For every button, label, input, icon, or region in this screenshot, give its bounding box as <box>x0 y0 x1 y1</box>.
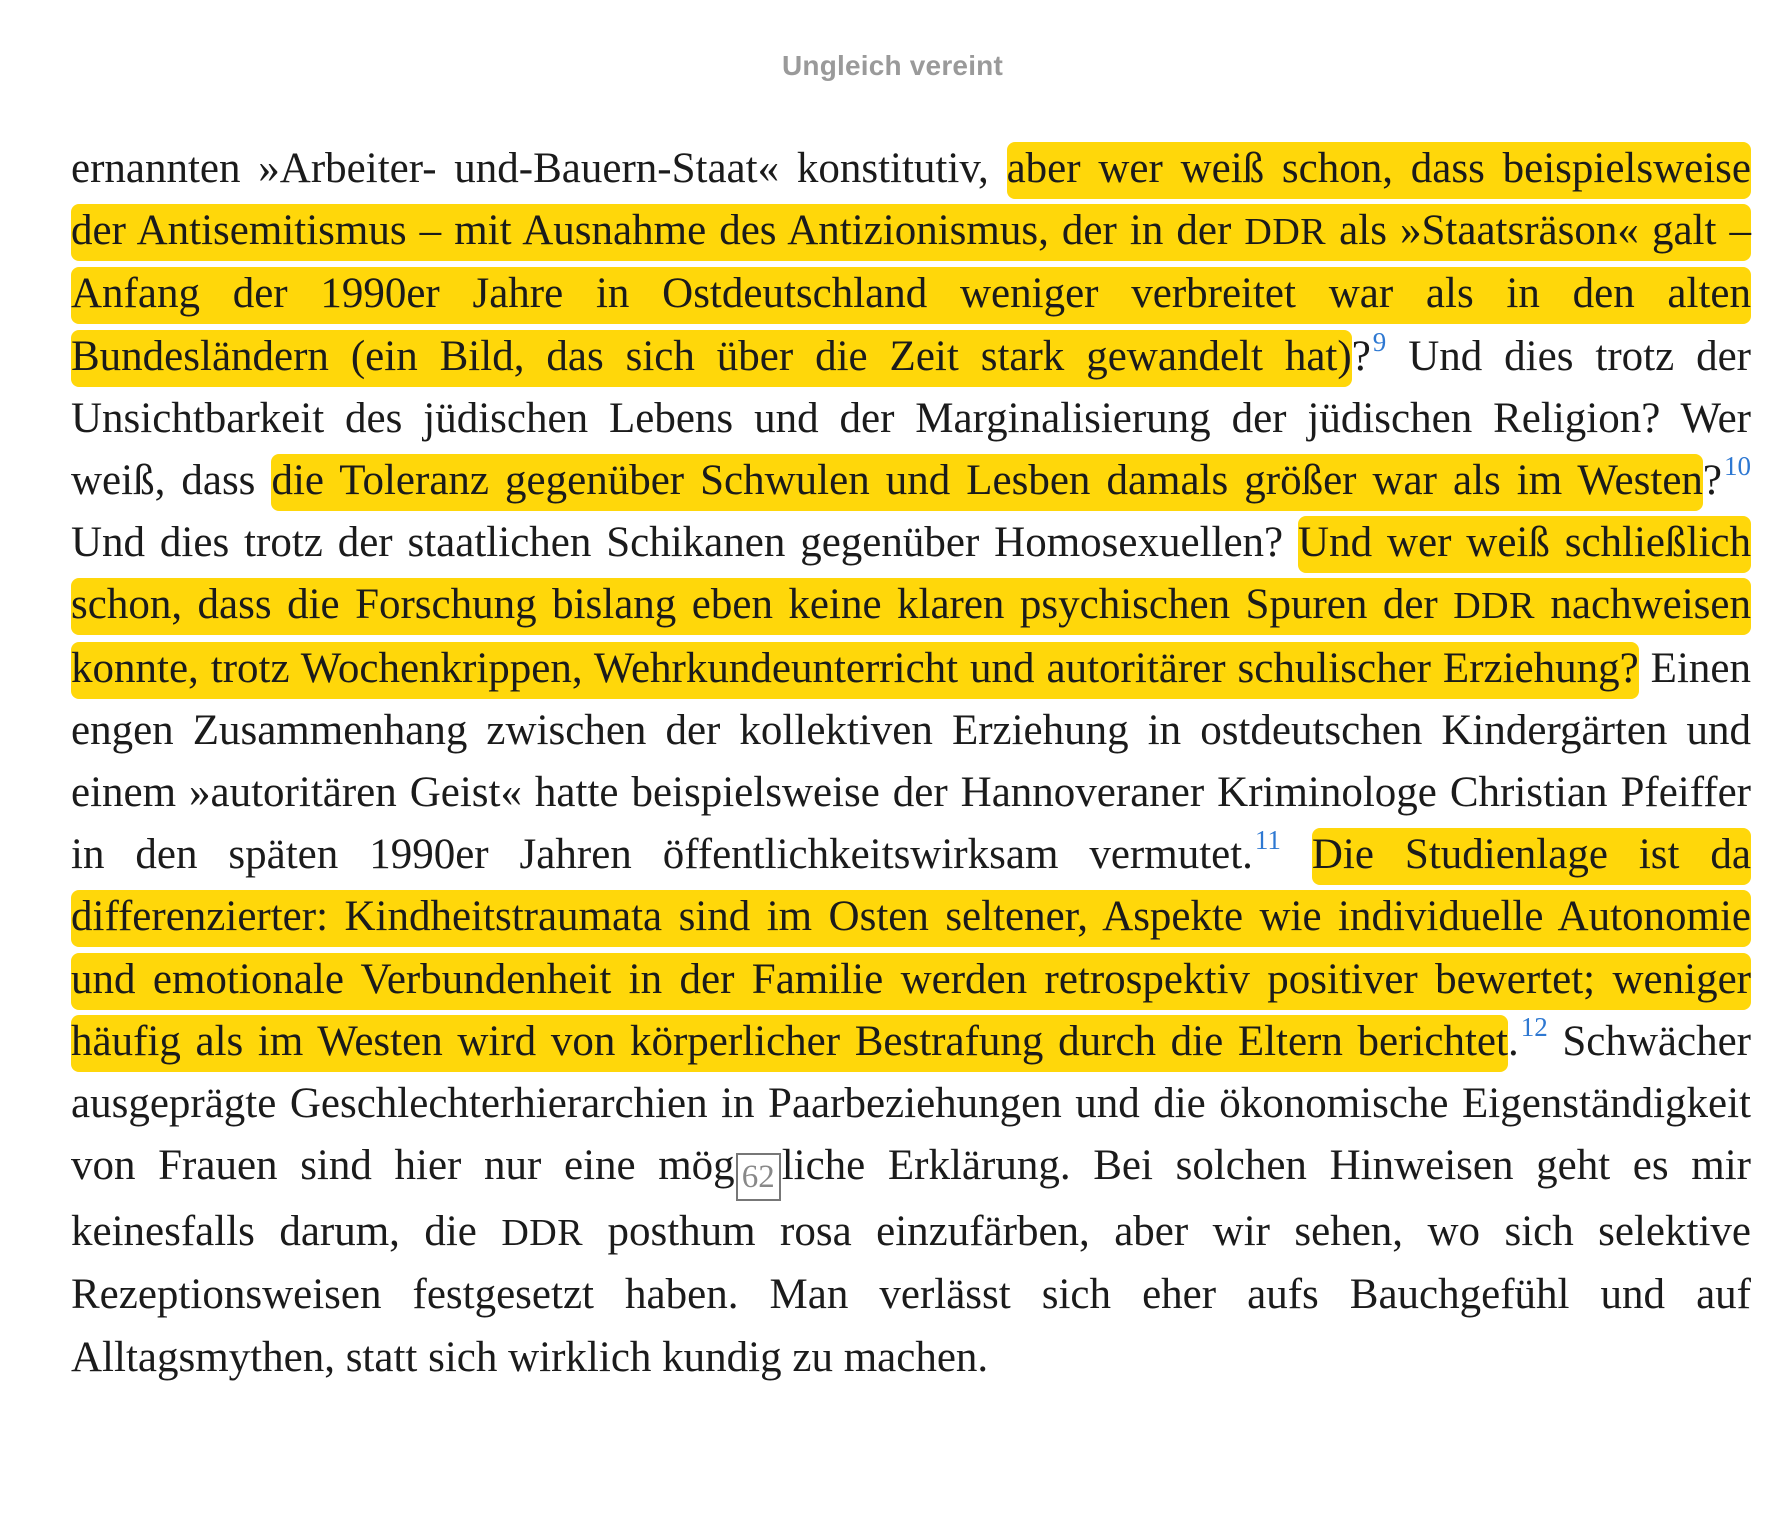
highlight-text: nachweisen konnte, trotz Wochenkrippen, Wehrkundeunterricht und autoritärer schulischer Erziehung? <box>71 581 1751 692</box>
text-run <box>1281 831 1312 878</box>
abbreviation-ddr: DDR <box>501 1212 584 1255</box>
footnote-link-12[interactable]: 12 <box>1520 1011 1548 1042</box>
print-page-number-marker: 62 <box>736 1153 781 1201</box>
book-title: Ungleich vereint <box>781 50 1004 81</box>
text-run: ? <box>1702 457 1722 505</box>
footnote-link-11[interactable]: 11 <box>1254 825 1281 856</box>
highlight-text: aber wer weiß schon, dass beispielsweise der Antisemitismus – mit Ausnahme des Antizionismus, der in der <box>71 145 1751 255</box>
reading-pane[interactable] <box>71 138 1751 1389</box>
footnote-link-10[interactable]: 10 <box>1724 451 1751 482</box>
text-run: Und dies trotz der Unsichtbarkeit des jüdischen Lebens und der Marginalisierung der jüdischen Religion? Wer weiß, dass <box>71 332 1751 505</box>
text-run: . <box>1507 1017 1519 1065</box>
abbreviation-ddr: DDR <box>1244 211 1327 254</box>
text-run: Schwächer ausgeprägte Geschlechterhierarchien in Paarbeziehungen und die ökonomische Eigenständigkeit von Frauen sind hier nur eine mög <box>71 1017 1751 1190</box>
text-run: ernannten »Arbeiter- und-Bauern-Staat« konstitutiv, <box>71 145 1007 192</box>
text-run: Und dies trotz der staatlichen Schikanen gegenüber Homosexuellen? <box>71 519 1299 567</box>
highlight-2[interactable]: die Toleranz gegenüber Schwulen und Lesben damals größer war als im Westen <box>271 454 1702 511</box>
highlight-text: Und wer weiß schließlich schon, dass die Forschung bislang eben keine klaren psychischen Spuren der <box>71 519 1751 629</box>
paragraph <box>71 138 1751 1389</box>
highlight-text: als »Staatsräson« galt – Anfang der 1990er Jahre in Ostdeutschland weniger verbreitet war als in den alten Bundesländern (ein Bild, das sich über die Zeit stark gewandelt hat) <box>71 207 1751 380</box>
text-run: Einen engen Zusammenhang zwischen der kollektiven Erziehung in ostdeutschen Kindergärten und einem »autoritären Geist« hatte beispielsweise der Hannoveraner Kriminologe Christian Pfeiffer in den späten 1990er Jahren öffentlichkeitswirksam vermutet. <box>71 644 1751 879</box>
text-run: ? <box>1351 332 1371 380</box>
highlight-4[interactable]: Die Studienlage ist da differenzierter: Kindheitstraumata sind im Osten seltener, Aspekte wie individuelle Autonomie und emotionale Verbundenheit in der Familie werden retrospektiv positiver bewertet; weniger häufig als im Westen wird von körperlicher Bestrafung durch die Eltern berichtet <box>71 828 1751 1072</box>
text-run: posthum rosa einzufärben, aber wir sehen, wo sich selektive Rezeptionsweisen festgesetzt haben. Man verlässt sich eher aufs Bauchgefühl und auf Alltagsmythen, statt sich wirklich kundig zu machen. <box>71 1208 1751 1381</box>
abbreviation-ddr: DDR <box>1453 585 1535 628</box>
text-run: liche Erklärung. Bei solchen Hinweisen geht es mir keinesfalls darum, die <box>71 1142 1751 1256</box>
footnote-link-9[interactable]: 9 <box>1372 326 1387 357</box>
